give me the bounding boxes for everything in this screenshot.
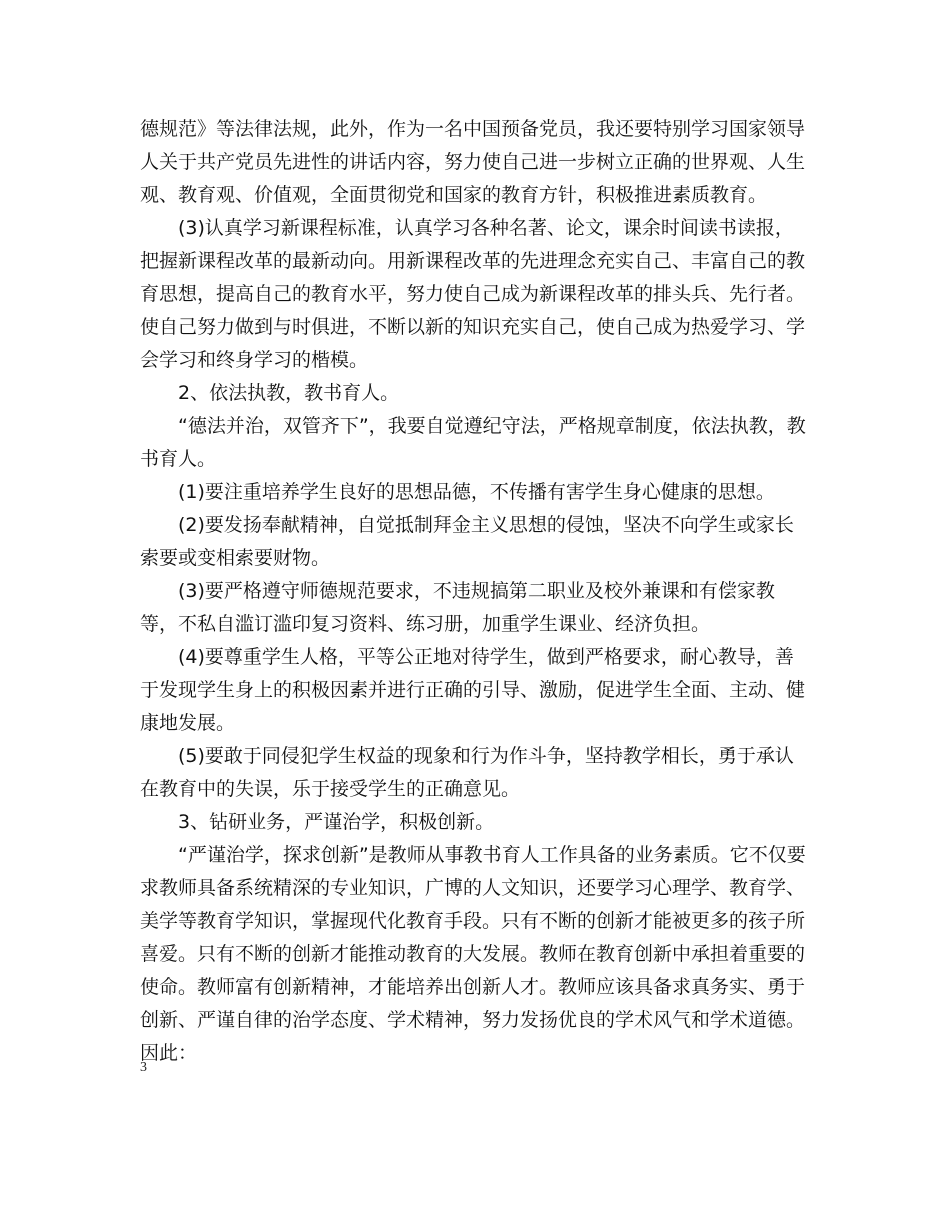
paragraph-item-3: (3)要严格遵守师德规范要求，不违规搞第二职业及校外兼课和有偿家教等，不私自滥订滥印复习资料、练习册，加重学生课业、经济负担。 [140,580,775,635]
paragraph-item-5: (5)要敢于同侵犯学生权益的现象和行为作斗争，坚持教学相长，勇于承认在教育中的失误，乐于接受学生的正确意见。 [140,745,794,800]
paragraph-item-1: (1)要注重培养学生良好的思想品德，不传播有害学生身心健康的思想。 [178,481,775,503]
section-heading-3: 3、钻研业务，严谨治学，积极创新。 [178,811,495,833]
document-body [140,113,812,1070]
section-heading-2: 2、依法执教，教书育人。 [178,382,400,404]
paragraph-item-4: (4)要尊重学生人格，平等公正地对待学生，做到严格要求，耐心教导，善于发现学生身上的积极因素并进行正确的引导、激励，促进学生全面、主动、健康地发展。 [140,646,806,734]
paragraph-continuation: 德规范》等法律法规，此外，作为一名中国预备党员，我还要特别学习国家领导人关于共产党员先进性的讲话内容，努力使自己进一步树立正确的世界观、人生观、教育观、价值观，全面贯彻党和国家的教育方针，积极推进素质教育。 [140,118,806,206]
paragraph-item-3-study-curriculum: (3)认真学习新课程标准，认真学习各种名著、论文，课余时间读书读报，把握新课程改革的最新动向。用新课程改革的先进理念充实自己、丰富自己的教育思想，提高自己的教育水平，努力使自己成为新课程改革的排头兵、先行者。使自己努力做到与时俱进，不断以新的知识充实自己，使自己成为热爱学习、学会学习和终身学习的楷模。 [140,217,806,371]
paragraph-law-teaching: “德法并治，双管齐下”，我要自觉遵纪守法，严格规章制度，依法执教，教书育人。 [140,415,806,470]
page-number: 3 [140,1060,147,1075]
paragraph-item-2: (2)要发扬奉献精神，自觉抵制拜金主义思想的侵蚀，坚决不向学生或家长索要或变相索要财物。 [140,514,794,569]
paragraph-innovation: “严谨治学，探求创新”是教师从事教书育人工作具备的业务素质。它不仅要求教师具备系统精深的专业知识，广博的人文知识，还要学习心理学、教育学、美学等教育学知识，掌握现代化教育手段。只有不断的创新才能被更多的孩子所喜爱。只有不断的创新才能推动教育的大发展。教师在教育创新中承担着重要的使命。教师富有创新精神，才能培养出创新人才。教师应该具备求真务实、勇于创新、严谨自律的治学态度、学术精神，努力发扬优良的学术风气和学术道德。因此： [140,844,806,1064]
